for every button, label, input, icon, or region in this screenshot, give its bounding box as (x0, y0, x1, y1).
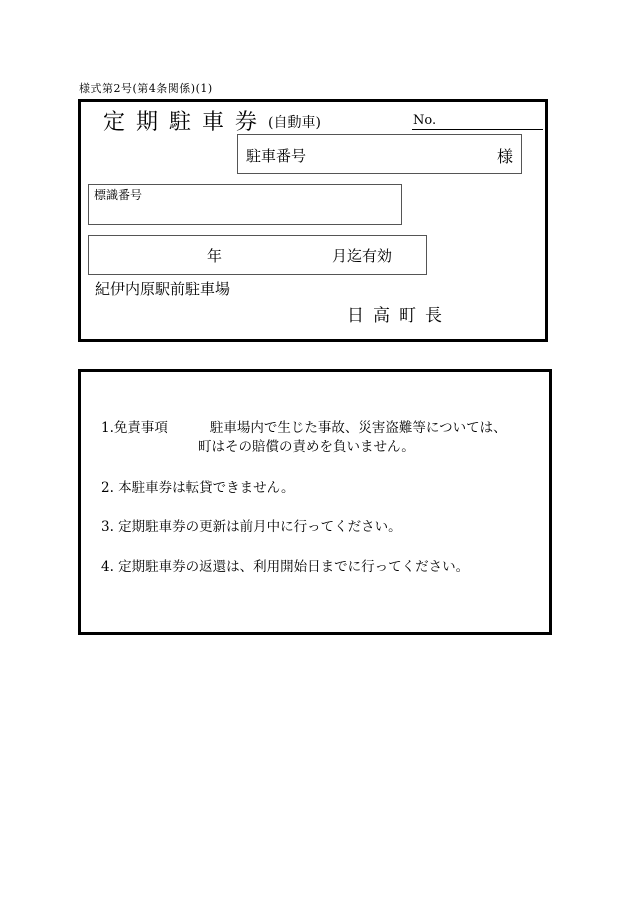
note-1-line1: 駐車場内で生じた事故、災害盗難等については、 (209, 420, 507, 436)
note-item-2: 2. 本駐車券は転貸できません。 (101, 480, 295, 496)
validity-year-label: 年 (207, 247, 223, 265)
note-item-1 (101, 416, 507, 436)
note-item-3: 3. 定期駐車券の更新は前月中に行ってください。 (101, 519, 402, 535)
ticket-front (78, 99, 548, 342)
plate-number-box (88, 184, 402, 225)
ticket-number-line (412, 129, 543, 130)
ticket-title-sub: (自動車) (268, 115, 321, 131)
validity-until-label: 月迄有効 (332, 247, 393, 265)
parking-lot-name: 紀伊内原駅前駐車場 (95, 280, 231, 298)
note-1-prefix: 1. (101, 420, 114, 436)
issuer-name: 日高町長 (347, 306, 451, 326)
note-1-line2: 町はその賠償の責めを負いません。 (198, 439, 415, 455)
parking-number-box (237, 134, 522, 174)
honorific-label: 様 (496, 147, 513, 166)
plate-number-label: 標識番号 (94, 188, 143, 202)
parking-number-label: 駐車番号 (246, 147, 307, 165)
note-1-term: 免責事項 (113, 420, 168, 436)
ticket-title: 定期駐車券 (103, 110, 269, 135)
validity-box (88, 235, 427, 275)
ticket-number-label: No. (413, 113, 437, 128)
form-number-label: 様式第2号(第4条関係)(1) (79, 82, 213, 95)
ticket-back (78, 369, 552, 635)
note-item-4: 4. 定期駐車券の返還は、利用開始日までに行ってください。 (101, 559, 470, 575)
